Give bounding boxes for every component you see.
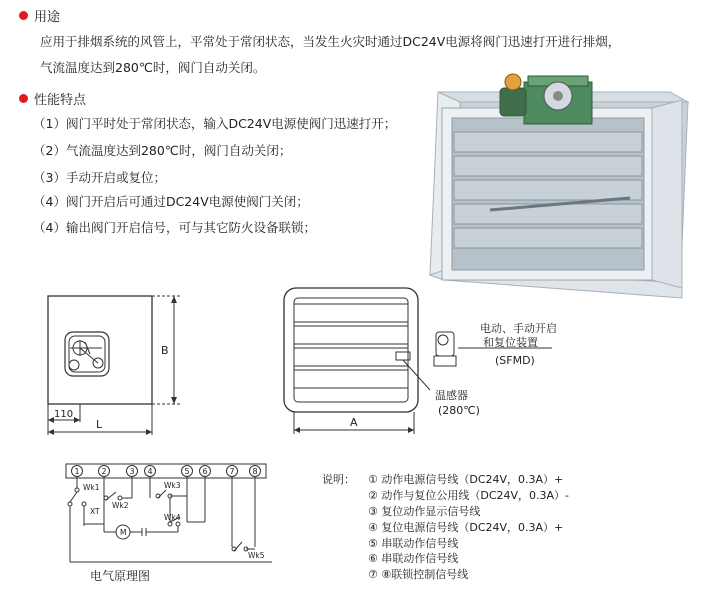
- note-item-4: ④ 复位电源信号线（DC24V，0.3A）+: [368, 521, 564, 534]
- note-item-1: ① 动作电源信号线（DC24V，0.3A）+: [368, 473, 564, 486]
- feature-item-5: （4）输出阀门开启信号，可与其它防火设备联锁；: [33, 220, 316, 235]
- dim-110-label: 110: [54, 409, 74, 420]
- feature-item-3: （3）手动开启或复位；: [33, 170, 166, 185]
- damper-product-image: [420, 70, 695, 305]
- front-view-drawing: [40, 290, 200, 440]
- device-label-1: 电动、手动开启: [480, 322, 557, 335]
- xt-label: XT: [90, 507, 100, 516]
- note-item-5: ⑤ 串联动作信号线: [368, 537, 459, 550]
- wk2-label: Wk2: [112, 501, 129, 510]
- terminal-8: 8: [252, 467, 258, 476]
- note-item-3: ③ 复位动作显示信号线: [368, 505, 481, 518]
- wk5-label: Wk5: [248, 551, 265, 560]
- sensor-temp-label: (280℃): [438, 404, 480, 417]
- sensor-label: 温感器: [435, 389, 468, 402]
- circuit-diagram: [60, 462, 285, 587]
- usage-line-2: 气流温度达到280℃时，阀门自动关闭。: [40, 60, 266, 75]
- notes-label: 说明：: [322, 473, 355, 486]
- usage-heading: 用途: [34, 10, 61, 25]
- usage-line-1: 应用于排烟系统的风管上，平常处于常闭状态，当发生火灾时通过DC24V电源将阀门迅速打开进行排烟，: [40, 34, 621, 49]
- circuit-caption: 电气原理图: [90, 569, 151, 583]
- terminal-6: 6: [202, 467, 208, 476]
- note-item-6: ⑥ 串联动作信号线: [368, 552, 459, 565]
- terminal-2: 2: [101, 467, 107, 476]
- dim-b-label: B: [161, 344, 169, 357]
- feature-item-4: （4）阀门开启后可通过DC24V电源使阀门关闭；: [33, 194, 309, 209]
- terminal-3: 3: [129, 467, 135, 476]
- wk1-label: Wk1: [83, 483, 100, 492]
- features-bullet-icon: [19, 94, 28, 103]
- note-item-2: ② 动作与复位公用线（DC24V，0.3A）-: [368, 489, 570, 502]
- terminal-4: 4: [147, 467, 153, 476]
- note-item-7: ⑦ ⑧联锁控制信号线: [368, 568, 469, 581]
- usage-bullet-icon: [19, 11, 28, 20]
- features-heading: 性能特点: [34, 93, 87, 108]
- device-label-2: 和复位装置: [483, 336, 538, 349]
- terminal-7: 7: [229, 467, 235, 476]
- wk3-label: Wk3: [164, 481, 181, 490]
- terminal-1: 1: [74, 467, 80, 476]
- dim-a-label: A: [350, 416, 358, 429]
- wk4-label: Wk4: [164, 513, 181, 522]
- dim-l-label: L: [96, 418, 103, 431]
- feature-item-1: （1）阀门平时处于常闭状态，输入DC24V电源使阀门迅速打开；: [33, 116, 397, 131]
- feature-item-2: （2）气流温度达到280℃时，阀门自动关闭；: [33, 143, 292, 158]
- device-code-label: (SFMD): [495, 354, 535, 367]
- blade-view-drawing: [280, 282, 580, 442]
- terminal-5: 5: [184, 467, 190, 476]
- motor-label: M: [120, 528, 127, 537]
